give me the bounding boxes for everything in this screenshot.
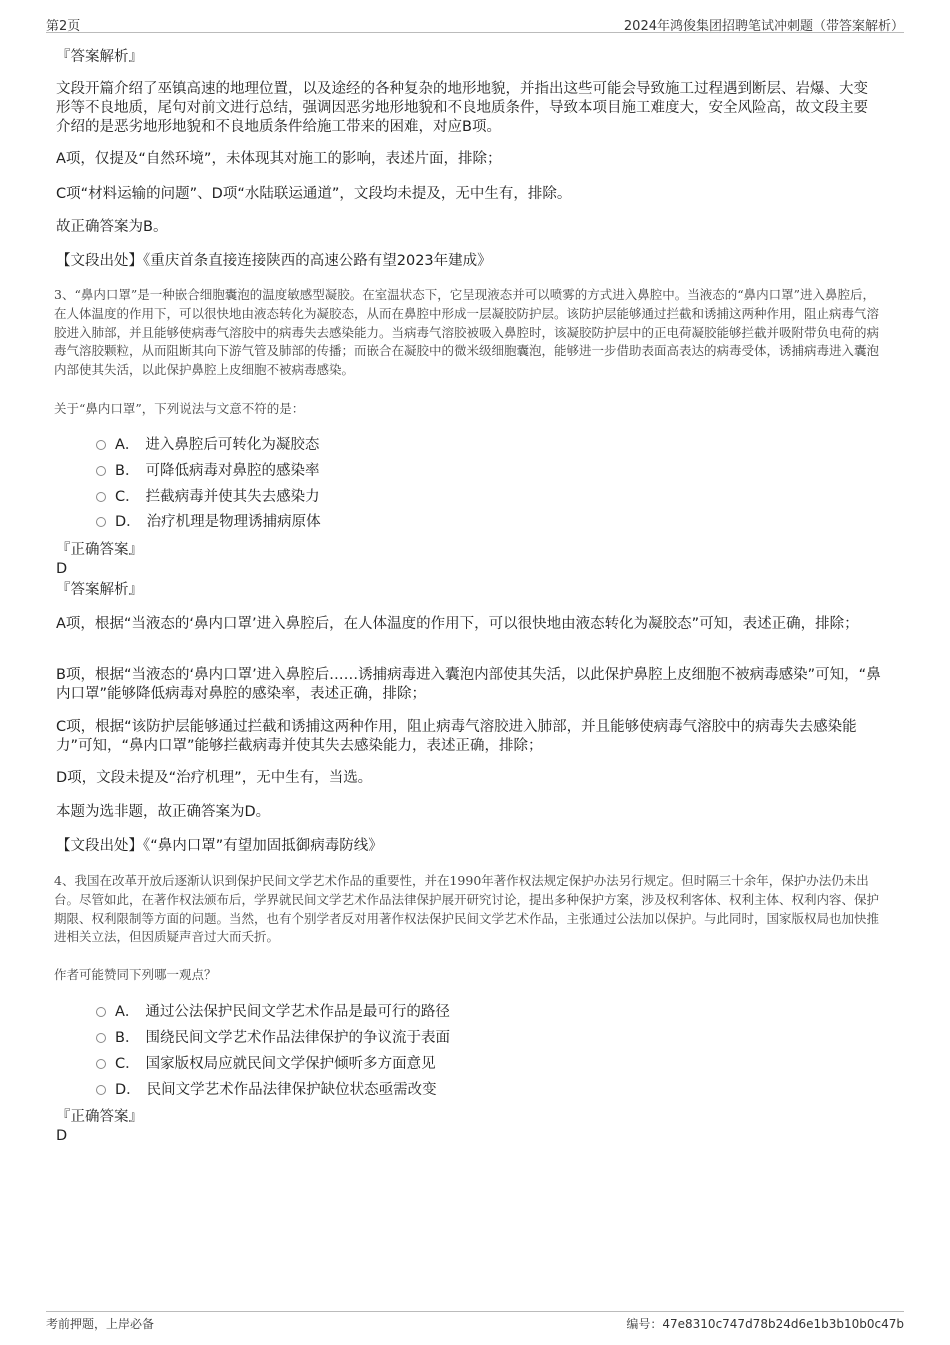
radio-icon[interactable]: [96, 1033, 106, 1043]
question-3-option-d[interactable]: D． 治疗机理是物理诱捕病原体: [96, 512, 321, 532]
analysis-heading: 『答案解析』: [56, 582, 143, 598]
question-4-option-c[interactable]: C． 国家版权局应就民间文学保护倾听多方面意见: [96, 1054, 436, 1074]
question-3-prompt: 关于“鼻内口罩”，下列说法与文意不符的是：: [54, 401, 305, 416]
footer-slogan: 考前押题，上岸必备: [46, 1317, 155, 1331]
radio-icon[interactable]: [96, 492, 106, 502]
option-a-note: A项，仅提及“自然环境”，未体现其对施工的影响，表述片面，排除；: [56, 151, 502, 167]
question-3-stem: 3、“鼻内口罩”是一种嵌合细胞囊泡的温度敏感型凝胶。在室温状态下，它呈现液态并可以喷雾的方式进入鼻腔中。当液态的“鼻内口罩”进入鼻腔后，在人体温度的作用下，可以很快地由液态转化为凝胶态，从而在鼻腔中形成一层凝胶防护层。该防护层能够通过拦截和诱捕这两种作用，阻止病毒气溶胶进入肺部，并且能够使病毒气溶胶中的病毒失去感染能力。当病毒气溶胶被吸入鼻腔时，该凝胶防护层中的正电荷凝胶能够拦截并吸附带负电荷的病毒气溶胶颗粒，从而阻断其向下游气管及肺部的传播；而嵌合在凝胶中的微米级细胞囊泡，能够进一步借助表面高表达的病毒受体，诱捕病毒进入囊泡内部使其失活，以此保护鼻腔上皮细胞不被病毒感染。: [54, 287, 880, 378]
analysis-paragraph: 文段开篇介绍了巫镇高速的地理位置，以及途经的各种复杂的地形地貌，并指出这些可能会导致施工过程遇到断层、岩爆、大变形等不良地质，尾句对前文进行总结，强调因恶劣地形地貌和不良地质条件，导致本项目施工难度大，安全风险高，故文段主要介绍的是恶劣地形地貌和不良地质条件给施工带来的困难，对应B项。: [56, 81, 868, 135]
question-3-option-c[interactable]: C． 拦截病毒并使其失去感染力: [96, 487, 320, 507]
page-footer: [46, 1311, 904, 1334]
option-a-note: A项，根据“当液态的‘鼻内口罩’进入鼻腔后，在人体温度的作用下，可以很快地由液态转化为凝胶态”可知，表述正确，排除；: [56, 616, 859, 632]
radio-icon[interactable]: [96, 1007, 106, 1017]
source-citation: 【文段出处】《重庆首条直接连接陕西的高速公路有望2023年建成》: [56, 253, 492, 269]
option-b-note: B项，根据“当液态的‘鼻内口罩’进入鼻腔后……诱捕病毒进入囊泡内部使其失活，以此保护鼻腔上皮细胞不被病毒感染”可知，“鼻内口罩”能够降低病毒对鼻腔的感染率，表述正确，排除；: [56, 667, 881, 702]
radio-icon[interactable]: [96, 440, 106, 450]
radio-icon[interactable]: [96, 1085, 106, 1095]
correct-answer-heading: 『正确答案』: [56, 542, 143, 558]
radio-icon[interactable]: [96, 517, 106, 527]
question-3-option-b[interactable]: B． 可降低病毒对鼻腔的感染率: [96, 461, 319, 481]
question-3-option-a[interactable]: A． 进入鼻腔后可转化为凝胶态: [96, 435, 319, 455]
option-cd-note: C项“材料运输的问题”、D项“水陆联运通道”，文段均未提及，无中生有，排除。: [56, 186, 572, 202]
correct-answer: D: [56, 561, 68, 577]
document-code: 编号：47e8310c747d78b24d6e1b3b10b0c47b: [626, 1317, 904, 1331]
question-4-stem: 4、我国在改革开放后逐渐认识到保护民间文学艺术作品的重要性，并在1990年著作权法规定保护办法另行规定。但时隔三十余年，保护办法仍未出台。尽管如此，在著作权法颁布后，学界就民间文学艺术作品法律保护展开研究讨论，提出多种保护方案，涉及权利客体、权利主体、权利内容、保护期限、权利限制等方面的问题。当然，也有个别学者反对用著作权法保护民间文学艺术作品，主张通过公法加以保护。与此同时，国家版权局也加快推进相关立法，但因质疑声音过大而夭折。: [54, 873, 880, 945]
document-title: 2024年鸿俊集团招聘笔试冲刺题（带答案解析）: [623, 19, 904, 34]
question-4-option-a[interactable]: A． 通过公法保护民间文学艺术作品是最可行的路径: [96, 1002, 450, 1022]
radio-icon[interactable]: [96, 466, 106, 476]
answer-conclusion: 故正确答案为B。: [56, 219, 168, 235]
source-citation: 【文段出处】《“鼻内口罩”有望加固抵御病毒防线》: [56, 838, 383, 854]
analysis-heading: 『答案解析』: [56, 49, 143, 65]
question-4-prompt: 作者可能赞同下列哪一观点？: [54, 967, 217, 982]
question-4-option-b[interactable]: B． 围绕民间文学艺术作品法律保护的争议流于表面: [96, 1028, 450, 1048]
correct-answer-heading: 『正确答案』: [56, 1109, 143, 1125]
page-number: 第2页: [46, 19, 81, 34]
question-4-option-d[interactable]: D． 民间文学艺术作品法律保护缺位状态亟需改变: [96, 1080, 437, 1100]
option-c-note: C项，根据“该防护层能够通过拦截和诱捕这两种作用，阻止病毒气溶胶进入肺部，并且能够使病毒气溶胶中的病毒失去感染能力”可知，“鼻内口罩”能够拦截病毒并使其失去感染能力，表述正确，排除；: [56, 719, 857, 754]
option-d-note: D项，文段未提及“治疗机理”，无中生有，当选。: [56, 770, 373, 786]
answer-conclusion: 本题为选非题，故正确答案为D。: [56, 804, 271, 820]
page-header: [46, 12, 904, 33]
correct-answer: D: [56, 1128, 68, 1144]
radio-icon[interactable]: [96, 1059, 106, 1069]
